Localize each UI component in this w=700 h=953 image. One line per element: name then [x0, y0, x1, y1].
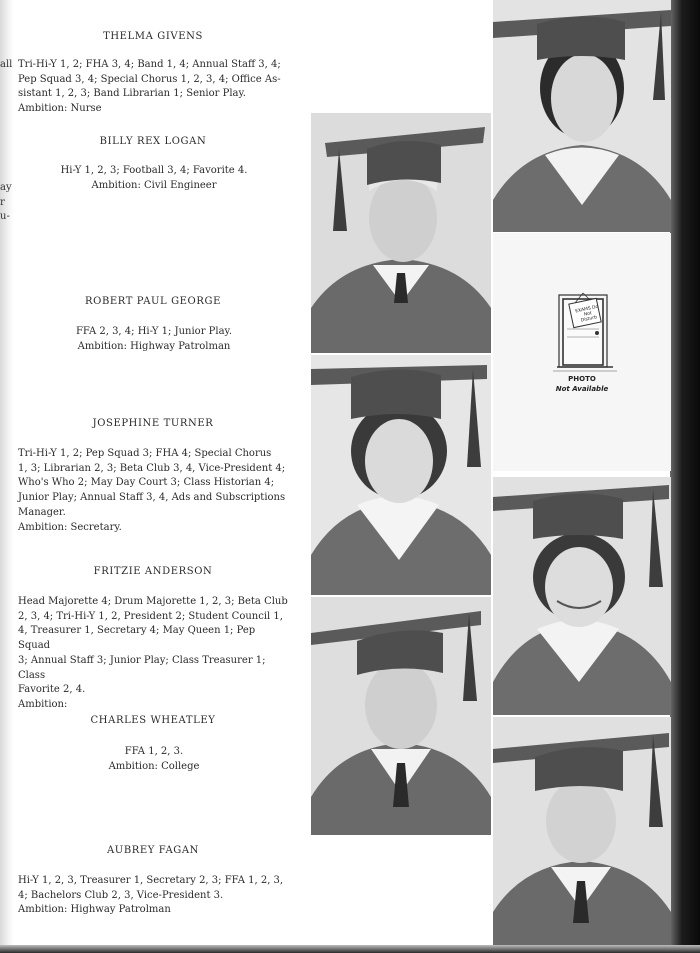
student-name: THELMA GIVENS	[103, 31, 203, 42]
ambition-line: Ambition: Highway Patrolman	[18, 904, 171, 916]
activity-line: 4, Treasurer 1, Secretary 4; May Queen 1; Pep Squad	[18, 625, 256, 652]
ambition-line: Ambition: Secretary.	[18, 521, 122, 533]
student-name: FRITZIE ANDERSON	[93, 566, 213, 577]
student-activities	[18, 58, 290, 117]
student-name: ROBERT PAUL GEORGE	[85, 296, 221, 307]
student-name: BILLY REX LOGAN	[99, 136, 207, 147]
student-name: AUBREY FAGAN	[106, 845, 200, 856]
student-name: CHARLES WHEATLEY	[90, 715, 216, 726]
activity-line: 2, 3, 4; Tri-Hi-Y 1, 2, President 2; Student Council 1,	[18, 610, 283, 622]
photo-not-available	[493, 233, 671, 471]
student-activities	[18, 164, 290, 193]
activity-line: Pep Squad 3, 4; Special Chorus 1, 2, 3, 4; Office As-	[18, 73, 281, 85]
graduate-portrait-icon	[311, 597, 491, 835]
activity-line: Favorite 2, 4.	[18, 684, 86, 696]
activity-line: Junior Play; Annual Staff 3, 4, Ads and Subscriptions	[18, 492, 286, 504]
graduate-portrait-icon	[493, 477, 671, 715]
student-name: JOSEPHINE TURNER	[92, 418, 214, 429]
activity-line: FFA 1, 2, 3.	[124, 746, 184, 757]
ambition-line: Ambition: Highway Patrolman	[77, 340, 231, 352]
page-bottom-shadow	[0, 945, 700, 953]
activity-line: 1, 3; Librarian 2, 3; Beta Club 3, 4, Vice-President 4;	[18, 462, 286, 474]
door-sign-text: EXAMS Do Not Disturb	[574, 304, 599, 324]
activity-line: Tri-Hi-Y 1, 2; Pep Squad 3; FHA 4; Special Chorus	[18, 448, 272, 459]
student-activities	[18, 325, 290, 354]
activity-line: Hi-Y 1, 2, 3, Treasurer 1, Secretary 2, 3; FFA 1, 2, 3,	[18, 875, 284, 886]
portrait-photo-aubrey-fagan	[493, 717, 671, 945]
graduate-portrait-icon	[311, 355, 491, 595]
activity-line: Tri-Hi-Y 1, 2; FHA 3, 4; Band 1, 4; Annual Staff 3, 4;	[18, 59, 281, 70]
door-sign-icon	[493, 233, 671, 373]
graduate-portrait-icon	[493, 0, 671, 232]
portrait-photo-josephine-turner	[311, 355, 491, 595]
student-activities	[18, 874, 290, 918]
ambition-line: Ambition: Nurse	[18, 103, 102, 115]
photo-label: PHOTO	[568, 375, 596, 383]
ambition-line: Ambition:	[18, 698, 68, 710]
activity-line: 4; Bachelors Club 2, 3, Vice-President 3.	[18, 889, 224, 901]
ambition-line: Ambition: College	[108, 760, 200, 772]
binding-gutter	[0, 0, 14, 953]
gutter-fragment: u-	[0, 211, 10, 222]
photo-sublabel: Not Available	[555, 385, 609, 393]
graduate-portrait-icon	[493, 717, 671, 945]
portrait-photo-charles-wheatley	[311, 597, 491, 835]
student-activities	[18, 595, 290, 713]
student-activities	[18, 745, 290, 774]
activity-line: Hi-Y 1, 2, 3; Football 3, 4; Favorite 4.	[60, 165, 248, 176]
activity-line: Who's Who 2; May Day Court 3; Class Historian 4;	[18, 477, 275, 489]
portrait-photo-billy-rex-logan	[311, 113, 491, 353]
activity-line: Head Majorette 4; Drum Majorette 1, 2, 3; Beta Club	[18, 596, 288, 607]
student-activities	[18, 447, 290, 535]
portrait-photo-thelma-givens	[493, 0, 671, 232]
activity-line: 3; Annual Staff 3; Junior Play; Class Treasurer 1; Class	[18, 654, 266, 681]
gutter-fragment: all	[0, 59, 13, 70]
gutter-fragment: ay	[0, 182, 12, 193]
portrait-photo-fritzie-anderson	[493, 477, 671, 715]
activity-line: Manager.	[18, 506, 66, 518]
activity-line: sistant 1, 2, 3; Band Librarian 1; Senior Play.	[18, 88, 246, 100]
graduate-portrait-icon	[311, 113, 491, 353]
activity-line: FFA 2, 3, 4; Hi-Y 1; Junior Play.	[75, 326, 233, 337]
page-edge-shadow	[670, 0, 700, 953]
ambition-line: Ambition: Civil Engineer	[91, 179, 217, 191]
gutter-fragment: r	[0, 197, 5, 208]
